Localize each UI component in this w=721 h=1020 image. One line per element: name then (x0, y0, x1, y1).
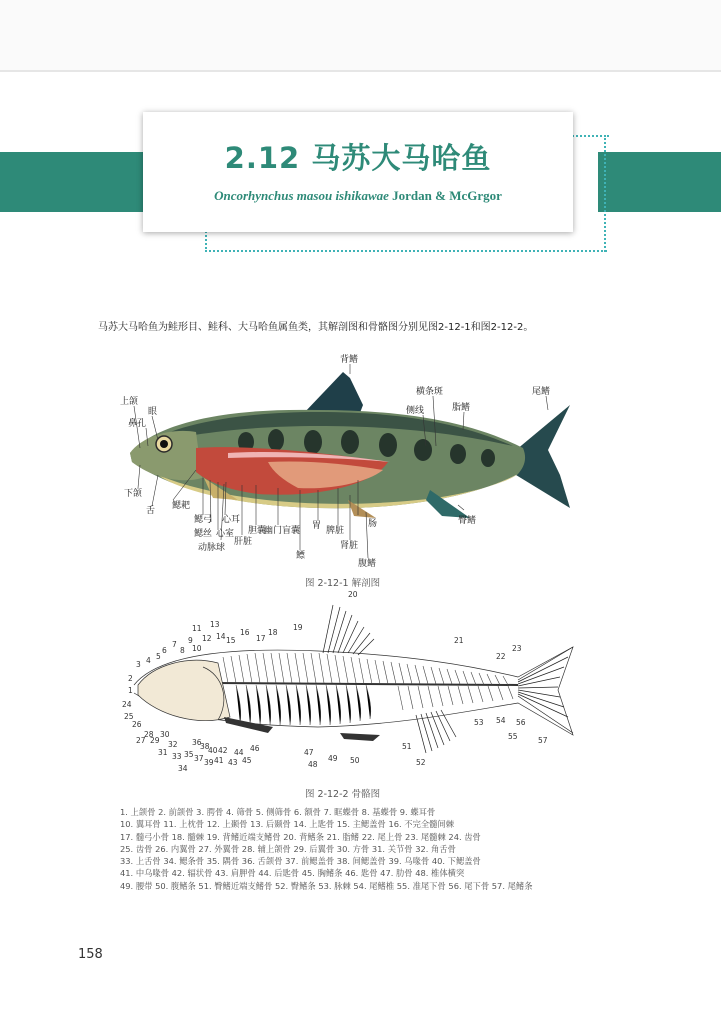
header-band-right (598, 152, 721, 212)
label-upper-jaw: 上颌 (120, 397, 139, 407)
label-spleen: 脾脏 (326, 526, 345, 536)
caudal-fin-rays (518, 647, 573, 733)
num-51: 51 (402, 742, 412, 751)
title-box (143, 112, 573, 232)
legend-line: 25. 齿骨 26. 内翼骨 27. 外翼骨 28. 辅上颌骨 29. 后翼骨 30. 方骨 31. 关节骨 32. 角舌骨 (120, 843, 456, 854)
num-2: 2 (128, 674, 133, 683)
latin-name (143, 188, 573, 204)
num-28: 28 (144, 730, 154, 739)
num-31: 31 (158, 748, 168, 757)
num-40: 40 (208, 746, 218, 755)
label-adipose-fin: 脂鳍 (452, 403, 471, 413)
label-atrium: 心耳 (222, 515, 241, 525)
num-30: 30 (160, 730, 170, 739)
num-16: 16 (240, 628, 250, 637)
num-55: 55 (508, 732, 518, 741)
num-49: 49 (328, 754, 338, 763)
num-6: 6 (162, 646, 167, 655)
skeleton-legend (120, 806, 590, 892)
num-48: 48 (308, 760, 318, 769)
num-5: 5 (156, 652, 161, 661)
num-43: 43 (228, 758, 238, 767)
legend-line: 41. 中乌喙骨 42. 辐状骨 43. 肩胛骨 44. 后匙骨 45. 胸鳍条 46. 匙骨 47. 肋骨 48. 椎体横突 (120, 868, 465, 879)
legend-line: 49. 腰带 50. 腹鳍条 51. 臀鳍近端支鳍骨 52. 臀鳍条 53. 脉棘 54. 尾鳍椎 55. 准尾下骨 56. 尾下骨 57. 尾鳍条 (120, 880, 533, 891)
label-ventricle: 心室 (216, 529, 235, 539)
latin-author: Jordan & McGrgor (388, 188, 502, 203)
num-10: 10 (192, 644, 202, 653)
num-29: 29 (150, 736, 160, 745)
dorsal-fin-rays (323, 605, 374, 655)
label-bulbus: 动脉球 (198, 543, 226, 553)
header-band-left (0, 152, 152, 212)
dotted-line-bottom (205, 250, 607, 252)
num-46: 46 (250, 744, 260, 753)
skeleton-figure (118, 585, 588, 775)
num-20: 20 (348, 590, 358, 599)
num-19: 19 (293, 623, 303, 632)
label-nostril: 鼻孔 (128, 419, 147, 429)
num-14: 14 (216, 632, 226, 641)
page-number: 158 (78, 947, 103, 962)
num-18: 18 (268, 628, 278, 637)
num-24: 24 (122, 700, 132, 709)
legend-line: 1. 上颌骨 2. 前颌骨 3. 腭骨 4. 筛骨 5. 侧筛骨 6. 额骨 7. 眶蝶骨 8. 基蝶骨 9. 蝶耳骨 (120, 807, 436, 817)
num-53: 53 (474, 718, 484, 727)
num-47: 47 (304, 748, 314, 757)
num-11: 11 (192, 624, 202, 633)
legend-line: 10. 翼耳骨 11. 上枕骨 12. 上颞骨 13. 后颞骨 14. 上匙骨 15. 主鳃盖骨 16. 不完全髓间棘 (120, 819, 455, 830)
label-caudal-fin: 尾鳍 (532, 387, 551, 397)
num-8: 8 (180, 646, 185, 655)
label-gall-bladder: 胆囊 (248, 526, 267, 536)
num-57: 57 (538, 736, 548, 745)
num-21: 21 (454, 636, 464, 645)
num-25: 25 (124, 712, 134, 721)
num-22: 22 (496, 652, 506, 661)
num-26: 26 (132, 720, 142, 729)
num-56: 56 (516, 718, 526, 727)
num-32: 32 (168, 740, 178, 749)
label-lateral-stripe: 横条斑 (416, 387, 444, 397)
num-7: 7 (172, 640, 177, 649)
num-50: 50 (350, 756, 360, 765)
label-gill-filament: 鳃丝 (194, 529, 213, 539)
num-54: 54 (496, 716, 506, 725)
vertebral-column (213, 683, 518, 685)
legend-line: 17. 髓弓小骨 18. 髓棘 19. 背鳍近端支鳍骨 20. 背鳍条 21. 脂鳍 22. 尾上骨 23. 尾髓棘 24. 齿骨 (120, 831, 481, 842)
label-stomach: 胃 (312, 521, 322, 531)
num-33: 33 (172, 752, 182, 761)
label-eye: 眼 (148, 407, 158, 417)
skull-shape (138, 660, 230, 720)
legend-line: 33. 上舌骨 34. 鳃条骨 35. 隅骨 36. 舌颌骨 37. 前鳃盖骨 38. 间鳃盖骨 39. 乌喙骨 40. 下鳃盖骨 (120, 856, 481, 867)
label-lower-jaw: 下颌 (124, 489, 143, 499)
num-44: 44 (234, 748, 244, 757)
figure2-caption: 图 2-12-2 骨骼图 (305, 789, 381, 800)
figure1-caption: 图 2-12-1 解剖图 (305, 578, 381, 589)
num-12: 12 (202, 634, 212, 643)
label-pyloric-caeca: 幽门盲囊 (264, 526, 301, 536)
num-23: 23 (512, 644, 522, 653)
label-anal-fin: 臀鳍 (458, 516, 477, 526)
label-dorsal-fin: 背鳍 (340, 355, 359, 365)
num-35: 35 (184, 750, 194, 759)
num-39: 39 (204, 758, 214, 767)
label-intestine: 肠 (368, 519, 378, 529)
num-9: 9 (188, 636, 193, 645)
label-gill-raker: 鳃耙 (172, 501, 191, 511)
intro-paragraph: 马苏大马哈鱼为鲑形目、鲑科、大马哈鱼属鱼类，其解剖图和骨骼图分别见图2-12-1和图2-12-2。 (98, 322, 534, 333)
num-13: 13 (210, 620, 220, 629)
num-37: 37 (194, 754, 204, 763)
top-bar (0, 0, 721, 72)
num-4: 4 (146, 656, 151, 665)
label-gill-arch: 鳃弓 (194, 515, 213, 525)
num-52: 52 (416, 758, 426, 767)
num-41: 41 (214, 756, 224, 765)
anatomy-figure (118, 350, 588, 575)
num-38: 38 (200, 742, 210, 751)
dotted-line-vertical (604, 135, 606, 252)
num-1: 1 (128, 686, 133, 695)
num-42: 42 (218, 746, 228, 755)
latin-species-name: Oncorhynchus masou ishikawae (214, 188, 389, 203)
label-liver: 肝脏 (234, 537, 253, 547)
num-15: 15 (226, 636, 236, 645)
num-34: 34 (178, 764, 188, 773)
num-45: 45 (242, 756, 252, 765)
ribs (236, 685, 513, 725)
num-36: 36 (192, 738, 202, 747)
num-27: 27 (136, 736, 146, 745)
label-gill: 鳔 (296, 551, 306, 561)
label-tongue: 舌 (146, 506, 156, 516)
label-kidney: 肾脏 (340, 541, 359, 551)
label-lateral-line: 侧线 (406, 406, 425, 416)
num-3: 3 (136, 660, 141, 669)
neural-spines (223, 653, 508, 685)
section-title: 2.12 马苏大马哈鱼 (224, 141, 492, 175)
label-pelvic-fin: 腹鳍 (358, 559, 377, 569)
pelvic-fin-rays (340, 733, 380, 741)
num-17: 17 (256, 634, 266, 643)
